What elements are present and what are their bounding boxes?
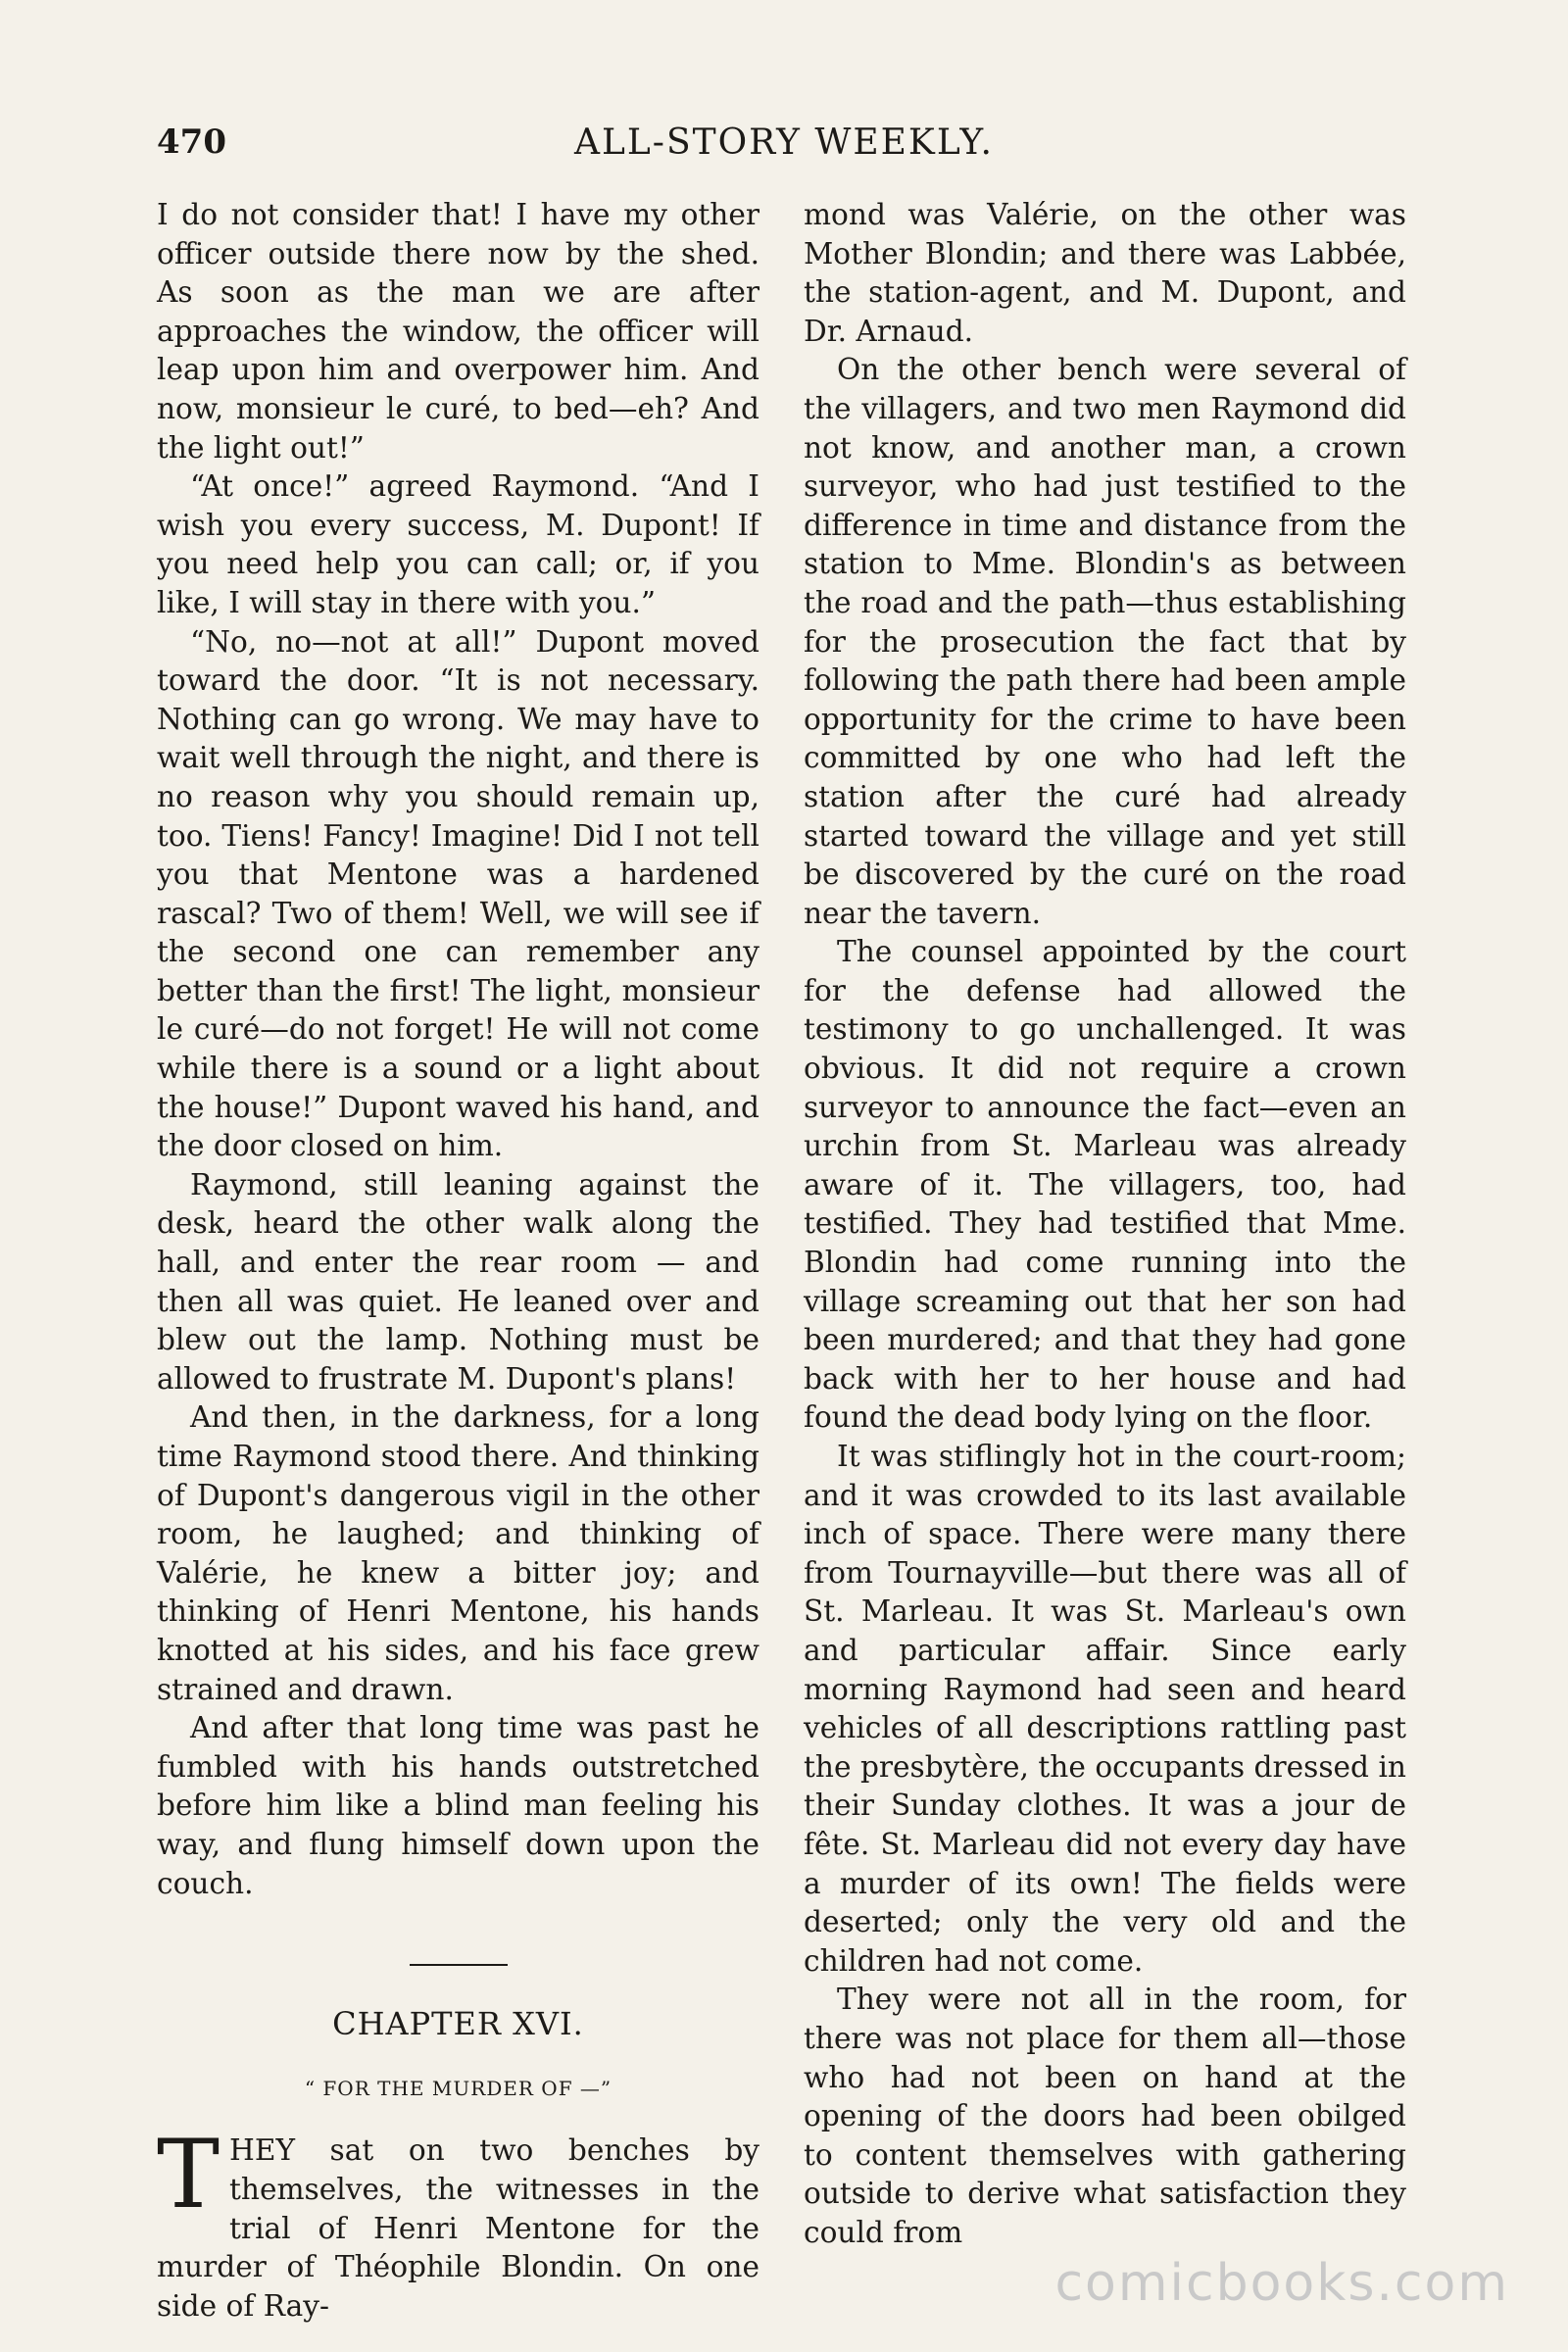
page-number: 470 — [157, 122, 226, 162]
chapter-opening-paragraph — [157, 2120, 760, 2326]
chapter-opening-text: HEY sat on two benches by themselves, the witnesses in the trial of Henri Mentone for the murder of Théophile Blondin. On one side of Ray- — [157, 2133, 760, 2323]
paragraph: “At once!” agreed Raymond. “And I wish you every success, M. Dupont! If you need help you can call; or, if you like, I will stay in there with you.” — [157, 469, 760, 619]
paragraph: “No, no—not at all!” Dupont moved toward the door. “It is not necessary. Nothing can go wrong. We may have to wait well through the night, and there is no reason why you should remain up, too. Tiens! Fancy! Imagine! Did I not tell you that Mentone was a hardened rascal? Two of them! Well, we will see if the second one can remember any better than the first! The light, monsieur le curé—do not forget! He will not come while there is a sound or a light about the house!” Dupont waved his hand, and the door closed on him. — [157, 624, 760, 1163]
section-divider — [410, 1964, 508, 1966]
drop-cap: T — [157, 2120, 220, 2230]
paragraph: And after that long time was past he fumbled with his hands outstretched before him like a blind man feeling his way, and flung himself down upon the couch. — [157, 1711, 760, 1900]
paragraph: On the other bench were several of the villagers, and two men Raymond did not know, and another man, a crown surveyor, who had just testified to the difference in time and distance from the station to Mme. Blondin's as between the road and the path—thus establishing for the prosecution the fact that by following the path there had been ample opportunity for the crime to have been committed by one who had left the station after the curé had already started toward the village and yet still be discovered by the curé on the road near the tavern. — [804, 353, 1406, 930]
paragraph: mond was Valérie, on the other was Mother Blondin; and there was Labbée, the station-agent, and M. Dupont, and Dr. Arnaud. — [804, 198, 1406, 348]
paragraph: And then, in the darkness, for a long time Raymond stood there. And thinking of Dupont's dangerous vigil in the other room, he laughed; and thinking of Valérie, he knew a bitter joy; and thinking of Henri Mentone, his hands knotted at his sides, and his face grew strained and drawn. — [157, 1400, 760, 1706]
paragraph: I do not consider that! I have my other officer outside there now by the shed. As soon as the man we are after approaches the window, the officer will leap upon him and overpower him. And now, monsieur le curé, to bed—eh? And the light out!” — [157, 198, 760, 465]
paragraph: The counsel appointed by the court for the defense had allowed the testimony to go unchallenged. It was obvious. It did not require a crown surveyor to announce the fact—even an urchin from St. Marleau was already aware of it. The villagers, too, had testified. They had testified that Mme. Blondin had come running into the village screaming out that her son had been murdered; and that they had gone back with her to her house and had found the dead body lying on the floor. — [804, 935, 1406, 1435]
paragraph: They were not all in the room, for there was not place for them all—those who had not been on hand at the opening of the doors had been obilged to content themselves with gathering outside to derive what satisfaction they could from — [804, 1983, 1406, 2249]
right-column — [804, 196, 1406, 2252]
chapter-subtitle: “ FOR THE MURDER OF —” — [304, 2076, 612, 2100]
left-column — [157, 196, 760, 2326]
watermark: comicbooks.com — [1054, 2254, 1509, 2313]
paragraph: It was stiflingly hot in the court-room; and it was crowded to its last available inch of space. There were many there from Tournayville—but there was all of St. Marleau. It was St. Marleau's own and particular affair. Since early morning Raymond had seen and heard vehicles of all descriptions rattling past the presbytère, the occupants dressed in their Sunday clothes. It was a jour de fête. St. Marleau did not every day have a murder of its own! The fields were deserted; only the very old and the children had not come. — [804, 1440, 1406, 1978]
running-head: ALL-STORY WEEKLY. — [574, 122, 994, 163]
page-header — [157, 122, 1411, 181]
paragraph: Raymond, still leaning against the desk, heard the other walk along the hall, and enter the rear room — and then all was quiet. He leaned over and blew out the lamp. Nothing must be allowed to frustrate M. Dupont's plans! — [157, 1167, 760, 1396]
chapter-title: CHAPTER XVI. — [332, 2005, 584, 2043]
